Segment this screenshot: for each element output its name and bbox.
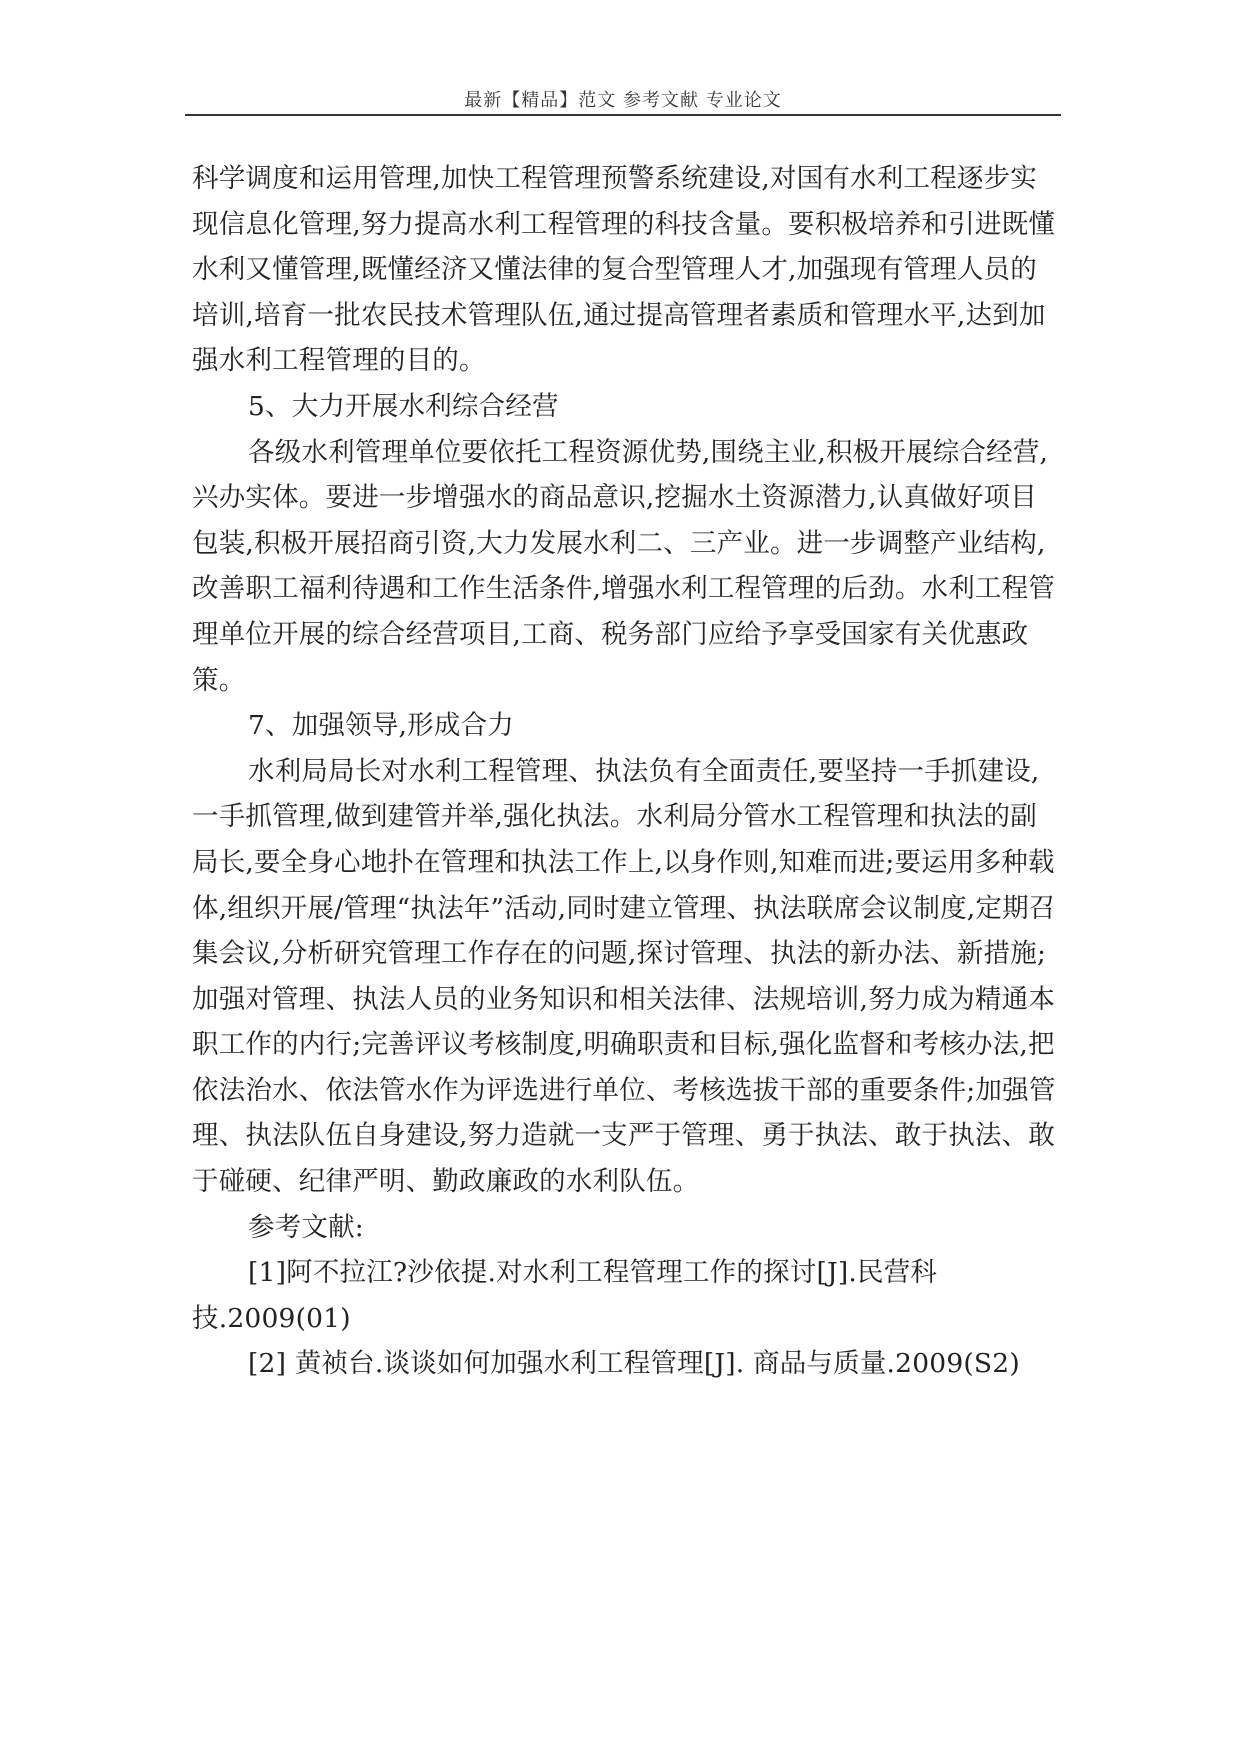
section-heading-7: 7、加强领导,形成合力	[248, 710, 514, 742]
reference-item-1: [1]阿不拉江?沙依提.对水利工程管理工作的探讨[J].民营科技.2009(01)	[192, 1257, 938, 1334]
section-heading-5: 5、大力开展水利综合经营	[248, 390, 559, 422]
document-body	[192, 156, 1062, 1387]
references-title: 参考文献:	[248, 1211, 364, 1243]
header-divider	[185, 114, 1061, 116]
paragraph-comprehensive-operation: 各级水利管理单位要依托工程资源优势,围绕主业,积极开展综合经营,兴办实体。要进一步增强水的商品意识,挖掘水土资源潜力,认真做好项目包装,积极开展招商引资,大力发展水利二、三产业。进一步调整产业结构,改善职工福利待遇和工作生活条件,增强水利工程管理的后劲。水利工程管理单位开展的综合经营项目,工商、税务部门应给予享受国家有关优惠政策。	[192, 436, 1056, 696]
page-header: 最新【精品】范文 参考文献 专业论文	[464, 90, 782, 111]
paragraph-management-tech: 科学调度和运用管理,加快工程管理预警系统建设,对国有水利工程逐步实现信息化管理,努力提高水利工程管理的科技含量。要积极培养和引进既懂水利又懂管理,既懂经济又懂法律的复合型管理人才,加强现有管理人员的培训,培育一批农民技术管理队伍,通过提高管理者素质和管理水平,达到加强水利工程管理的目的。	[192, 163, 1056, 377]
reference-item-2: [2] 黄祯台.谈谈如何加强水利工程管理[J]. 商品与质量.2009(S2)	[248, 1348, 1020, 1380]
paragraph-leadership: 水利局局长对水利工程管理、执法负有全面责任,要坚持一手抓建设,一手抓管理,做到建管并举,强化执法。水利局分管水工程管理和执法的副局长,要全身心地扑在管理和执法工作上,以身作则,知难而进;要运用多种载体,组织开展/管理“执法年”活动,同时建立管理、执法联席会议制度,定期召集会议,分析研究管理工作存在的问题,探讨管理、执法的新办法、新措施;加强对管理、执法人员的业务知识和相关法律、法规培训,努力成为精通本职工作的内行;完善评议考核制度,明确职责和目标,强化监督和考核办法,把依法治水、依法管水作为评选进行单位、考核选拔干部的重要条件;加强管理、执法队伍自身建设,努力造就一支严于管理、勇于执法、敢于执法、敢于碰硬、纪律严明、勤政廉政的水利队伍。	[192, 755, 1056, 1198]
